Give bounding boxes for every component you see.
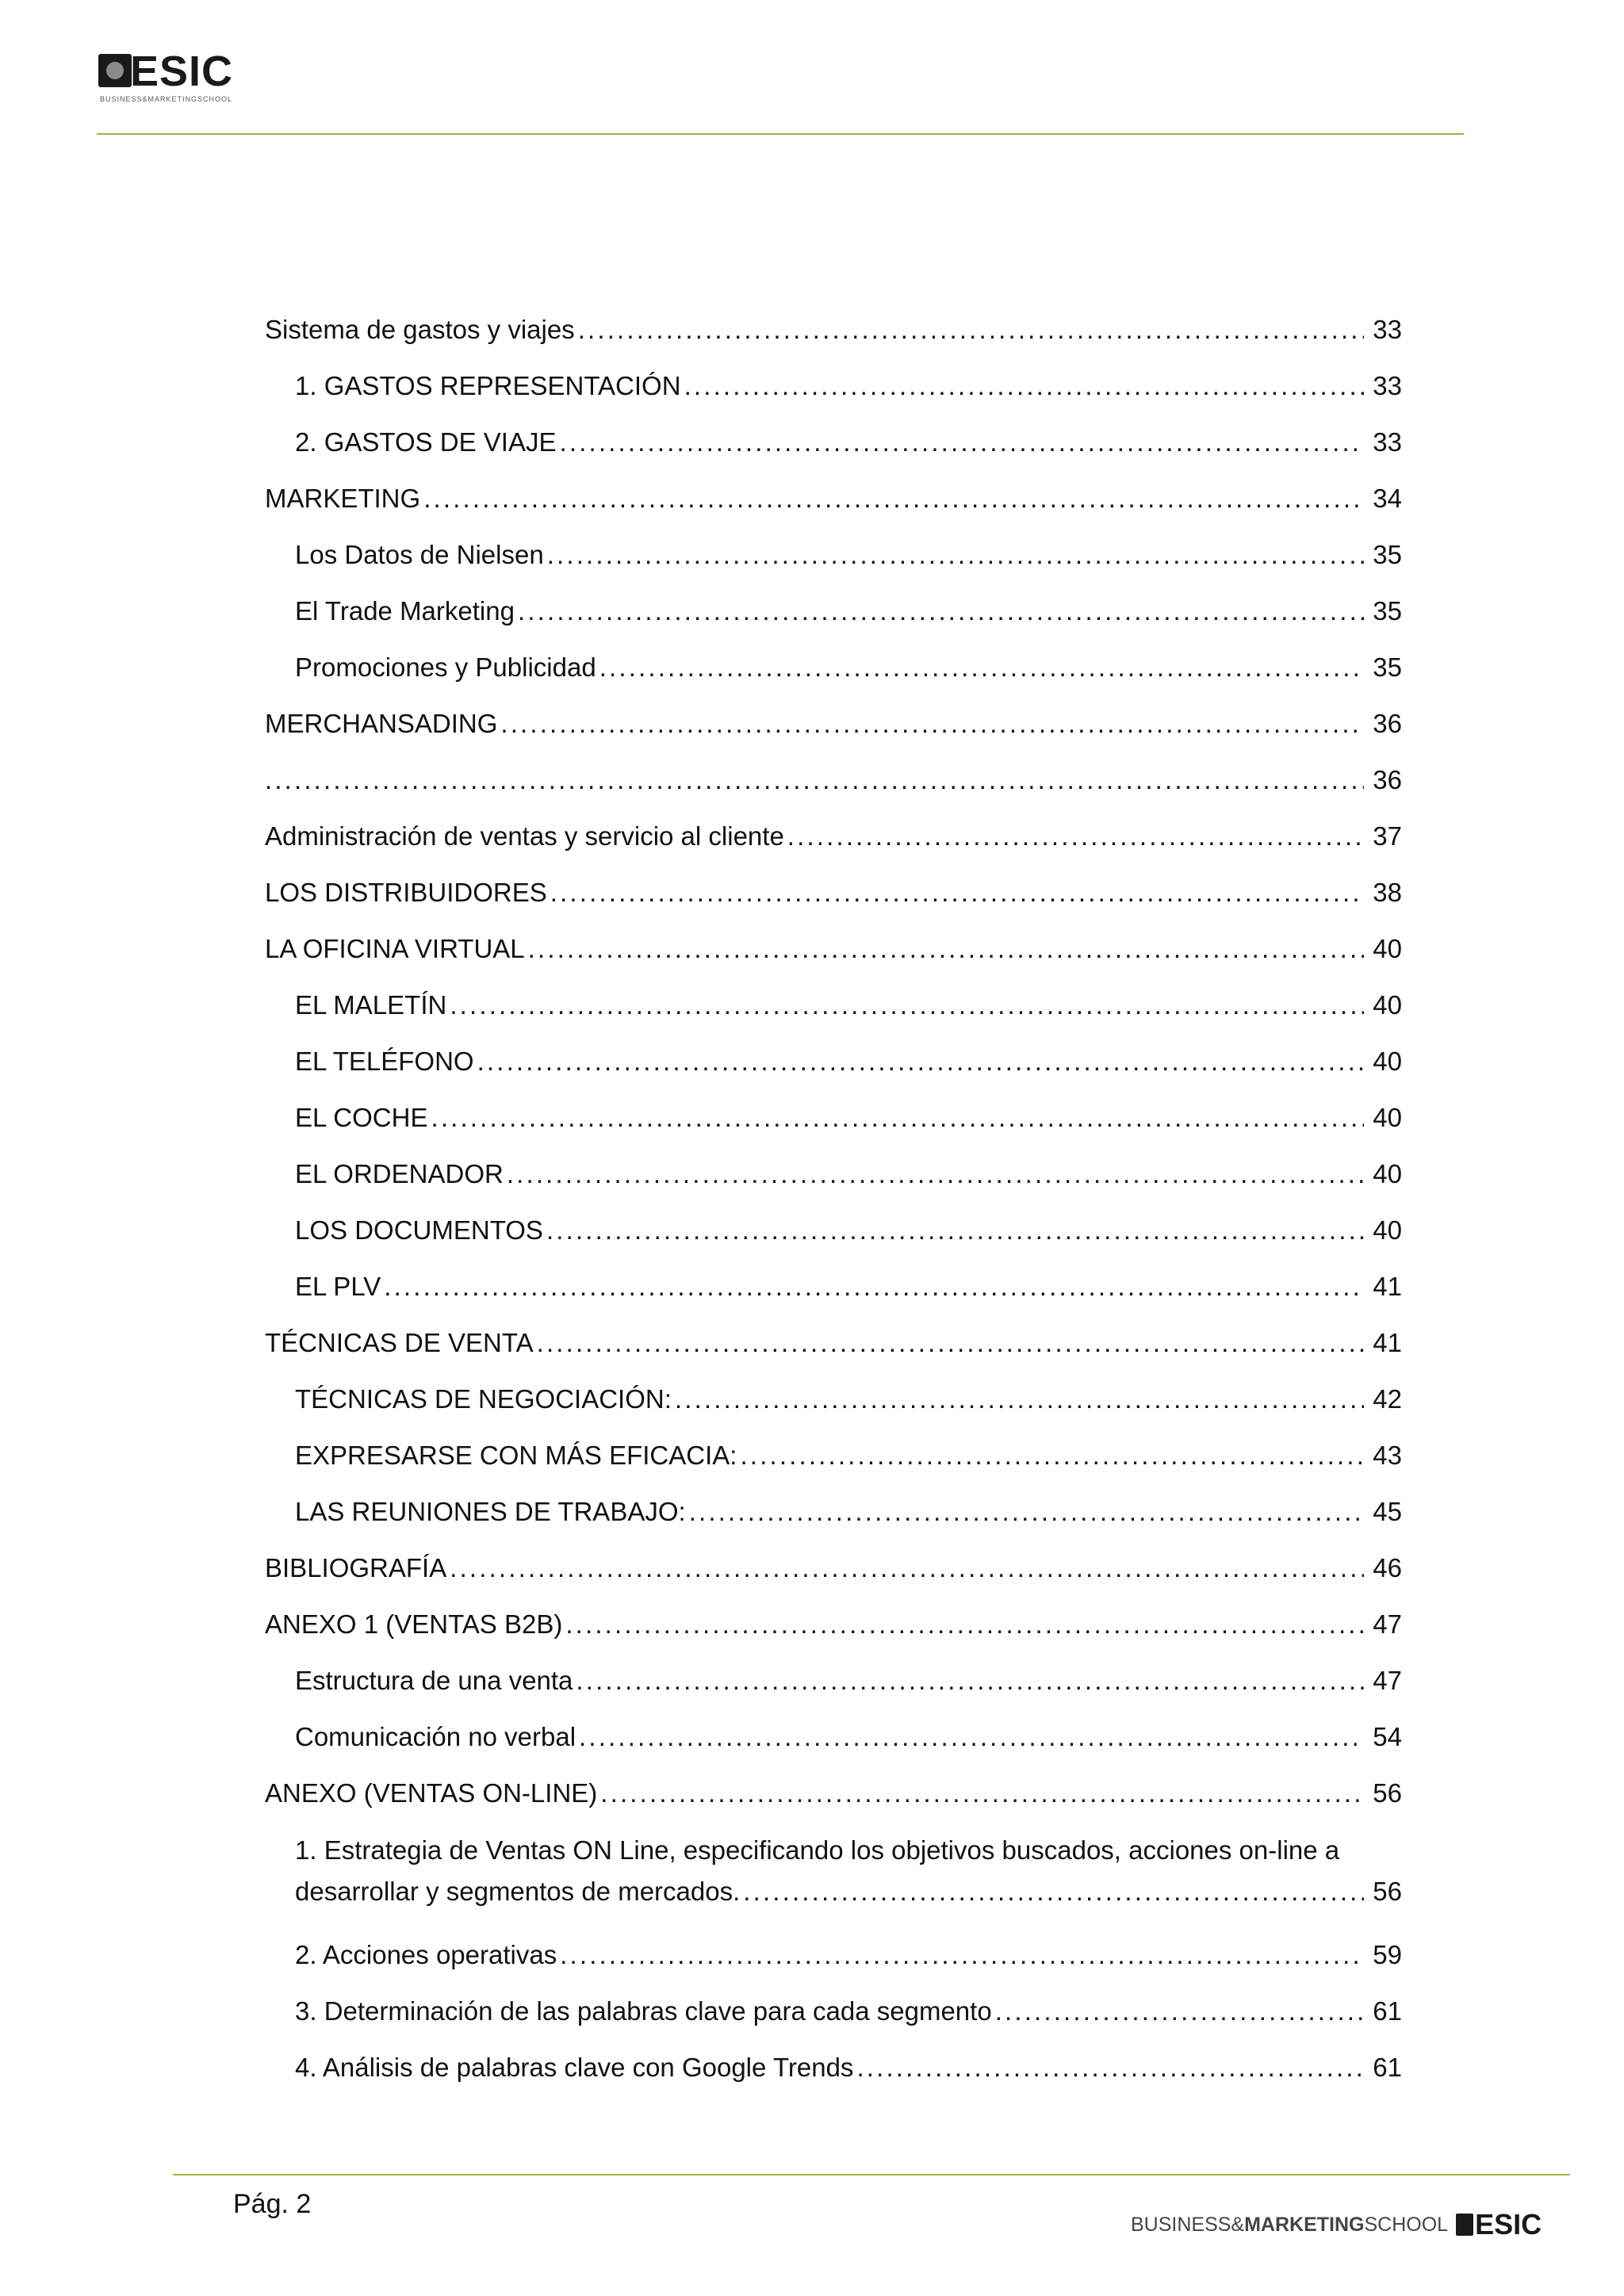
esic-logo-subtitle: BUSINESS&MARKETINGSCHOOL xyxy=(100,95,233,103)
toc-entry[interactable]: BIBLIOGRAFÍA . . . 46 xyxy=(265,1552,1402,1584)
toc-entry[interactable]: Sistema de gastos y viajes . . . 33 xyxy=(265,314,1402,346)
toc-entry[interactable]: ANEXO 1 (VENTAS B2B) . . . 47 xyxy=(265,1609,1402,1640)
toc-entry[interactable]: . . . 36 xyxy=(265,764,1402,796)
toc-entry[interactable]: Los Datos de Nielsen . . . 35 xyxy=(295,539,1402,571)
esic-logo-header xyxy=(98,49,257,106)
toc-entry[interactable]: LOS DISTRIBUIDORES . . . 38 xyxy=(265,877,1402,909)
toc-entry[interactable]: 2. Acciones operativas . . . 59 xyxy=(295,1939,1402,1971)
toc-entry[interactable]: LA OFICINA VIRTUAL . . . 40 xyxy=(265,933,1402,965)
header-divider xyxy=(97,133,1464,135)
toc-entry[interactable]: ANEXO (VENTAS ON-LINE) . . . 56 xyxy=(265,1777,1402,1809)
esic-emblem-icon xyxy=(1456,2214,1473,2236)
toc-entry[interactable]: Promociones y Publicidad . . . 35 xyxy=(295,652,1402,683)
brand-text-marketing: MARKETING xyxy=(1244,2213,1365,2236)
toc-entry[interactable]: 2. GASTOS DE VIAJE . . . 33 xyxy=(295,427,1402,458)
brand-text-school: SCHOOL xyxy=(1364,2213,1449,2236)
toc-entry[interactable]: 1. GASTOS REPRESENTACIÓN . . . 33 xyxy=(295,370,1402,402)
toc-entry[interactable]: LAS REUNIONES DE TRABAJO: . . . 45 xyxy=(295,1496,1402,1528)
toc-entry[interactable]: Comunicación no verbal . . . 54 xyxy=(295,1721,1402,1753)
page-number: Pág. 2 xyxy=(233,2189,312,2219)
toc-entry-multiline[interactable]: 1. Estrategia de Ventas ON Line, especificando los objetivos buscados, acciones on-line a desarrollar y segmentos de mercados. . . . 56 xyxy=(295,1830,1402,1912)
toc-entry[interactable]: 4. Análisis de palabras clave con Google Trends . . . 61 xyxy=(295,2052,1402,2084)
toc-entry[interactable]: MERCHANSADING . . . 36 xyxy=(265,708,1402,740)
esic-footer-word: ESIC xyxy=(1475,2208,1542,2241)
toc-entry[interactable]: TÉCNICAS DE NEGOCIACIÓN: . . . 42 xyxy=(295,1383,1402,1415)
esic-logo-word: ESIC xyxy=(130,48,234,95)
toc-entry[interactable]: TÉCNICAS DE VENTA . . . 41 xyxy=(265,1327,1402,1359)
toc-entry[interactable]: 3. Determinación de las palabras clave para cada segmento . . . 61 xyxy=(295,1996,1402,2027)
toc-entry[interactable]: LOS DOCUMENTOS . . . 40 xyxy=(295,1215,1402,1246)
toc-entry[interactable]: EL PLV . . . 41 xyxy=(295,1271,1402,1303)
toc-entry[interactable]: El Trade Marketing . . . 35 xyxy=(295,595,1402,627)
toc-entry[interactable]: Estructura de una venta . . . 47 xyxy=(295,1665,1402,1697)
esic-emblem-icon xyxy=(98,54,132,87)
brand-text-business: BUSINESS& xyxy=(1131,2213,1245,2236)
esic-logo-footer xyxy=(1131,2209,1542,2241)
toc-entry[interactable]: MARKETING . . . 34 xyxy=(265,483,1402,515)
toc-entry[interactable]: EXPRESARSE CON MÁS EFICACIA: . . . 43 xyxy=(295,1440,1402,1471)
toc-entry[interactable]: EL ORDENADOR . . . 40 xyxy=(295,1158,1402,1190)
toc-entry[interactable]: EL MALETÍN . . . 40 xyxy=(295,989,1402,1021)
toc-entry[interactable]: EL COCHE . . . 40 xyxy=(295,1102,1402,1134)
toc-entry[interactable]: EL TELÉFONO . . . 40 xyxy=(295,1046,1402,1077)
toc-entry[interactable]: Administración de ventas y servicio al cliente . . . 37 xyxy=(265,821,1402,852)
footer-divider xyxy=(173,2174,1570,2175)
